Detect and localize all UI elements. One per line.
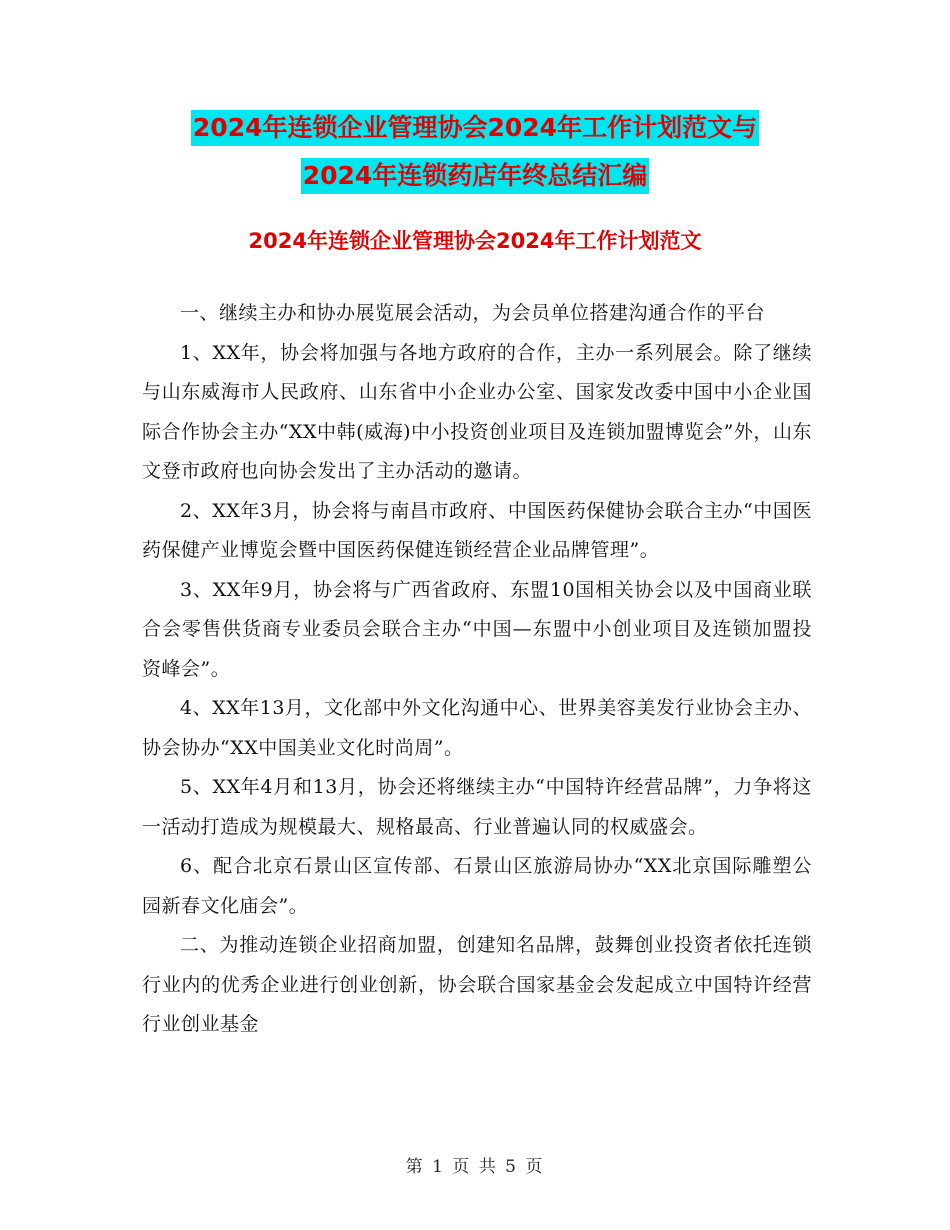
paragraph: 6、配合北京石景山区宣传部、石景山区旅游局协办“XX北京国际雕塑公园新春文化庙会”。 [142, 855, 812, 917]
paragraph: 5、XX年4月和13月，协会还将继续主办“中国特许经营品牌”，力争将这一活动打造成为规模最大、规格最高、行业普遍认同的权威盛会。 [142, 776, 812, 838]
paragraph: 二、为推动连锁企业招商加盟，创建知名品牌，鼓舞创业投资者依托连锁行业内的优秀企业进行创业创新，协会联合国家基金会发起成立中国特许经营行业创业基金 [142, 934, 812, 1035]
paragraph: 1、XX年，协会将加强与各地方政府的合作，主办一系列展会。除了继续与山东威海市人民政府、山东省中小企业办公室、国家发改委中国中小企业国际合作协会主办“XX中韩(威海)中小投资创业项目及连锁加盟博览会”外，山东文登市政府也向协会发出了主办活动的邀请。 [142, 341, 812, 482]
paragraph: 一、继续主办和协办展览展会活动，为会员单位搭建沟通合作的平台 [180, 302, 766, 324]
document-body [142, 294, 812, 1045]
document-title [0, 110, 950, 206]
section-heading: 2024年连锁企业管理协会2024年工作计划范文 [248, 229, 702, 253]
paragraph: 3、XX年9月，协会将与广西省政府、东盟10国相关协会以及中国商业联合会零售供货商专业委员会联合主办“中国—东盟中小创业项目及连锁加盟投资峰会”。 [142, 578, 812, 680]
paragraph: 4、XX年13月，文化部中外文化沟通中心、世界美容美发行业协会主办、协会协办“XX中国美业文化时尚周”。 [142, 697, 812, 759]
title-line-2: 2024年连锁药店年终总结汇编 [301, 158, 650, 194]
page-footer: 第 1 页 共 5 页 [405, 1157, 545, 1177]
title-line-1: 2024年连锁企业管理协会2024年工作计划范文与 [191, 110, 759, 146]
paragraph: 2、XX年3月，协会将与南昌市政府、中国医药保健协会联合主办“中国医药保健产业博览会暨中国医药保健连锁经营企业品牌管理”。 [142, 499, 812, 561]
